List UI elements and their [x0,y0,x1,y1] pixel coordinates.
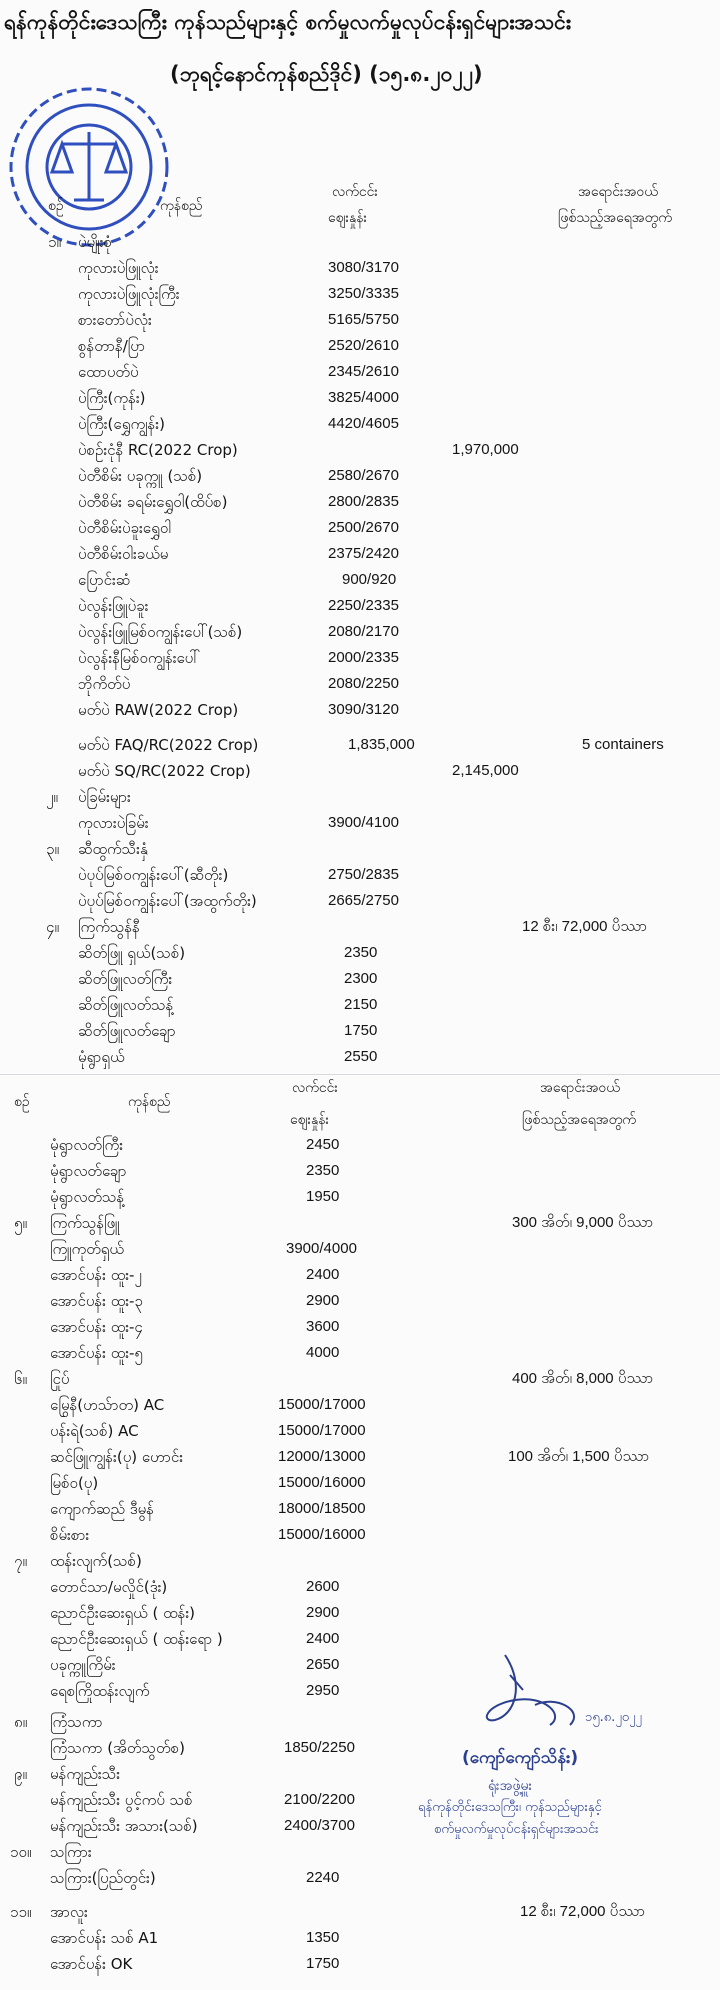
section-title: သကြား [50,1843,92,1861]
commodity-price: 2650 [306,1656,340,1673]
section-number: ၃။ [46,840,59,858]
commodity-name: အောင်ပန်း သစ် A1 [50,1929,159,1947]
commodity-price: 15000/16000 [278,1474,366,1491]
column-header-no: စဉ် [14,1094,30,1110]
commodity-price: 15000/16000 [278,1526,366,1543]
commodity-price: 2240 [306,1869,340,1886]
commodity-price: 2665/2750 [328,892,399,909]
commodity-name: မြစ်ဝ(ပု) [50,1474,99,1492]
commodity-price: 1950 [306,1188,340,1205]
commodity-name: ပဲတီစိမ်း ခရမ်းရွှေဝါ(ထိပ်စ) [78,493,228,511]
commodity-name: ဘိုကိတ်ပဲ [78,675,131,693]
commodity-price: 2500/2670 [328,519,399,536]
commodity-name: ပဲတီစိမ်းပဲခူးရွှေဝါ [78,519,171,537]
commodity-name: ပဲတီစိမ်းဝါးခယ်မ [78,545,169,563]
commodity-name: တောင်သာ/မလှိုင်(ဒုံး) [50,1578,168,1596]
commodity-price: 15000/17000 [278,1422,366,1439]
signatory-org-line2: စက်မှုလက်မှုလုပ်ငန်းရှင်များအသင်း [434,1822,599,1837]
commodity-price: 3900/4100 [328,814,399,831]
commodity-name: သကြား(ပြည်တွင်း) [50,1869,156,1887]
commodity-price: 4420/4605 [328,415,399,432]
commodity-price: 2450 [306,1136,340,1153]
document-title-line2: (ဘုရင့်နောင်ကုန်စည်ဒိုင်) (၁၅.၈.၂၀၂၂) [170,62,483,86]
section-title: ကြံသကာ [50,1713,103,1731]
signatory-name: (ကျော်ကျော်သိန်း) [462,1748,579,1768]
commodity-price: 2950 [306,1682,340,1699]
section-number: ၁။ [48,233,61,251]
commodity-name: ကုလားပဲဖြူလုံးကြီး [78,285,180,303]
commodity-name: မုံရွာလတ်ချော [50,1162,127,1180]
commodity-name: ကြံသကာ (အိတ်သွတ်စ) [50,1739,185,1757]
commodity-price: 2345/2610 [328,363,399,380]
commodity-name: မန်ကျည်းသီး ပွင့်ကပ် သစ် [50,1791,193,1809]
commodity-name: အောင်ပန်း ထူး-၂ [50,1266,142,1284]
commodity-name: ဆိတ်ဖြူလတ်သန့် [78,996,174,1014]
section-number: ၄။ [46,918,59,936]
commodity-name: ဆိတ်ဖြူလတ်ကြီး [78,970,173,988]
commodity-name: ဆိတ်ဖြူ ရှယ်(သစ်) [78,944,186,962]
column-header-remark-top: အရောင်းအဝယ် [540,1080,620,1096]
commodity-price: 2080/2250 [328,675,399,692]
commodity-price: 18000/18500 [278,1500,366,1517]
commodity-price: 2080/2170 [328,623,399,640]
commodity-name: မတ်ပဲ SQ/RC(2022 Crop) [78,762,251,780]
commodity-price: 2800/2835 [328,493,399,510]
remark-quantity: 12 စီး၊ 72,000 ပိဿာ [522,918,648,935]
commodity-price: 12000/13000 [278,1448,366,1465]
commodity-price: 2900 [306,1604,340,1621]
section-number: ၈။ [14,1713,28,1731]
section-title: အာလူး [50,1903,88,1921]
section-number: ၅။ [14,1214,27,1232]
remark-quantity: 400 အိတ်၊ 8,000 ပိဿာ [512,1370,654,1387]
commodity-price: 1850/2250 [284,1739,355,1756]
commodity-name: ပခုက္ကူကြိမ်း [50,1656,116,1674]
section-number: ၉။ [14,1765,27,1783]
remark-quantity: 300 အိတ်၊ 9,000 ပိဿာ [512,1214,654,1231]
commodity-name: အောင်ပန်း OK [50,1955,133,1973]
column-header-price-top: လက်ငင်း [332,184,378,200]
commodity-name: စားတော်ပဲလုံး [78,311,152,329]
section-number: ၂။ [46,788,58,806]
commodity-price: 2350 [306,1162,340,1179]
commodity-price: 5165/5750 [328,311,399,328]
commodity-name: ပဲလွန်းနီမြစ်ဝကျွန်းပေါ် [78,649,200,667]
commodity-price: 2000/2335 [328,649,399,666]
commodity-price: 3080/3170 [328,259,399,276]
commodity-price-mid: 1,970,000 [452,441,519,458]
commodity-name: မတ်ပဲ FAQ/RC(2022 Crop) [78,736,259,754]
commodity-price: 2550 [344,1048,378,1065]
commodity-name: ဆိတ်ဖြူလတ်ချော [78,1022,176,1040]
commodity-name: မြွေနီ(ဟသ်ာတ) AC [50,1396,165,1414]
signature-date: ၁၅.၈.၂၀၂၂ [585,1710,642,1725]
commodity-name: ပဲတီစိမ်း ပခုက္ကူ (သစ်) [78,467,203,485]
section-title: ကြက်သွန်ဖြူ [50,1214,120,1232]
section-title: ထန်းလျက်(သစ်) [50,1552,142,1570]
column-header-item: ကုန်စည် [160,198,203,214]
commodity-price: 1,835,000 [348,736,415,753]
signatory-org-line1: ရန်ကုန်တိုင်းဒေသကြီး၊ ကုန်သည်များနှင့် [418,1800,602,1815]
commodity-name: ကြူကုတ်ရှယ် [50,1240,124,1258]
section-number: ၇။ [14,1552,27,1570]
commodity-price: 2600 [306,1578,340,1595]
commodity-name: အောင်ပန်း ထူး-၃ [50,1292,143,1310]
page-break-divider [0,1074,720,1075]
commodity-name: ပြောင်းဆံ [78,571,131,589]
commodity-name: ထောပတ်ပဲ [78,363,139,381]
commodity-name: ပဲပုပ်မြစ်ဝကျွန်းပေါ်(အထွက်တိုး) [78,892,257,910]
remark-quantity: 100 အိတ်၊ 1,500 ပိဿာ [508,1448,650,1465]
section-title: ပဲခြမ်းများ [78,788,131,806]
commodity-price: 2900 [306,1292,340,1309]
commodity-price: 900/920 [342,571,397,588]
commodity-price: 2375/2420 [328,545,399,562]
commodity-price: 2100/2200 [284,1791,355,1808]
commodity-price: 2580/2670 [328,467,399,484]
commodity-name: ပဲကြီး(ရွှေကျွန်း) [78,415,165,433]
section-title: ကြက်သွန်နီ [78,918,140,936]
commodity-name: ဆင်ဖြူကျွန်း(ပု) ဟောင်း [50,1448,184,1466]
commodity-name: မုံရွာလတ်ကြီး [50,1136,124,1154]
column-header-remark-bottom: ဖြစ်သည့်အရေအတွက် [558,210,672,226]
commodity-name: မုံရွာလတ်သန့် [50,1188,125,1206]
commodity-name: အောင်ပန်း ထူး-၄ [50,1318,143,1336]
commodity-price: 1350 [306,1929,340,1946]
section-number: ၁၁။ [10,1903,32,1921]
commodity-name: ညောင်ဦးဆေးရှယ် ( ထန်းရော ) [50,1630,223,1648]
commodity-name: ကျောက်ဆည် ဒီမွန် [50,1500,154,1518]
document-title-line1: ရန်ကုန်တိုင်းဒေသကြီး ကုန်သည်များနှင့် စက်မှုလက်မှုလုပ်ငန်းရှင်များအသင်း [4,10,572,34]
commodity-price-mid: 2,145,000 [452,762,519,779]
signatory-role: ရုံးအဖွဲ့မှူး [488,1778,532,1794]
commodity-price: 3825/4000 [328,389,399,406]
association-seal-icon [4,82,174,252]
commodity-name: ပဲလွန်းဖြူပဲခူး [78,597,149,615]
column-header-remark-bottom: ဖြစ်သည့်အရေအတွက် [522,1112,636,1128]
commodity-name: ကုလားပဲဖြူလုံး [78,259,159,277]
column-header-price-top: လက်ငင်း [292,1080,338,1096]
commodity-name: စိမ်းစား [50,1526,90,1544]
commodity-name: ပဲလွန်းဖြူမြစ်ဝကျွန်းပေါ်(သစ်) [78,623,243,641]
commodity-price: 2350 [344,944,378,961]
commodity-price: 2250/2335 [328,597,399,614]
commodity-name: စွန်တာနီ/ပြာ [78,337,146,355]
column-header-price-bottom: ဈေးနှုန်း [290,1112,330,1128]
commodity-name: ညောင်ဦးဆေးရှယ် ( ထန်း) [50,1604,196,1622]
commodity-name: ရေစကြိုထန်းလျက် [50,1682,150,1700]
commodity-price: 3090/3120 [328,701,399,718]
commodity-price: 1750 [306,1955,340,1972]
commodity-name: အောင်ပန်း ထူး-၅ [50,1344,143,1362]
section-title: ဆီထွက်သီးနှံ [78,840,148,858]
column-header-remark-top: အရောင်းအဝယ် [578,184,658,200]
column-header-no: စဉ် [48,198,64,214]
section-title: ငြုပ် [50,1370,70,1388]
section-number: ၁၀။ [10,1843,32,1861]
commodity-price: 2400 [306,1630,340,1647]
commodity-name: ကုလားပဲခြမ်း [78,814,149,832]
section-title: ပဲမျိုးစုံ [78,233,112,251]
commodity-name: ပဲကြီး(ကုန်း) [78,389,146,407]
commodity-name: မန်ကျည်းသီး အသား(သစ်) [50,1817,198,1835]
commodity-price: 2520/2610 [328,337,399,354]
commodity-price: 3600 [306,1318,340,1335]
commodity-name: မုံရွာရှယ် [78,1048,125,1066]
section-title: မန်ကျည်းသီး [50,1765,121,1783]
commodity-price: 4000 [306,1344,340,1361]
commodity-price: 2300 [344,970,378,987]
commodity-price: 3900/4000 [286,1240,357,1257]
commodity-price: 15000/17000 [278,1396,366,1413]
commodity-name: မတ်ပဲ RAW(2022 Crop) [78,701,239,719]
commodity-name: ပန်းရဲ(သစ်) AC [50,1422,139,1440]
column-header-price-bottom: ဈေးနှုန်း [328,210,368,226]
commodity-price: 2750/2835 [328,866,399,883]
column-header-item: ကုန်စည် [128,1094,171,1110]
commodity-price: 2150 [344,996,378,1013]
commodity-price: 2400 [306,1266,340,1283]
section-number: ၆။ [14,1370,27,1388]
commodity-name: ပဲပုပ်မြစ်ဝကျွန်းပေါ်(ဆီတိုး) [78,866,229,884]
remark-quantity: 12 စီး၊ 72,000 ပိဿာ [520,1903,646,1920]
commodity-name: ပဲစဉ်းငုံနီ RC(2022 Crop) [78,441,238,459]
commodity-price: 1750 [344,1022,378,1039]
commodity-price: 3250/3335 [328,285,399,302]
remark-quantity: 5 containers [582,736,664,753]
commodity-price: 2400/3700 [284,1817,355,1834]
